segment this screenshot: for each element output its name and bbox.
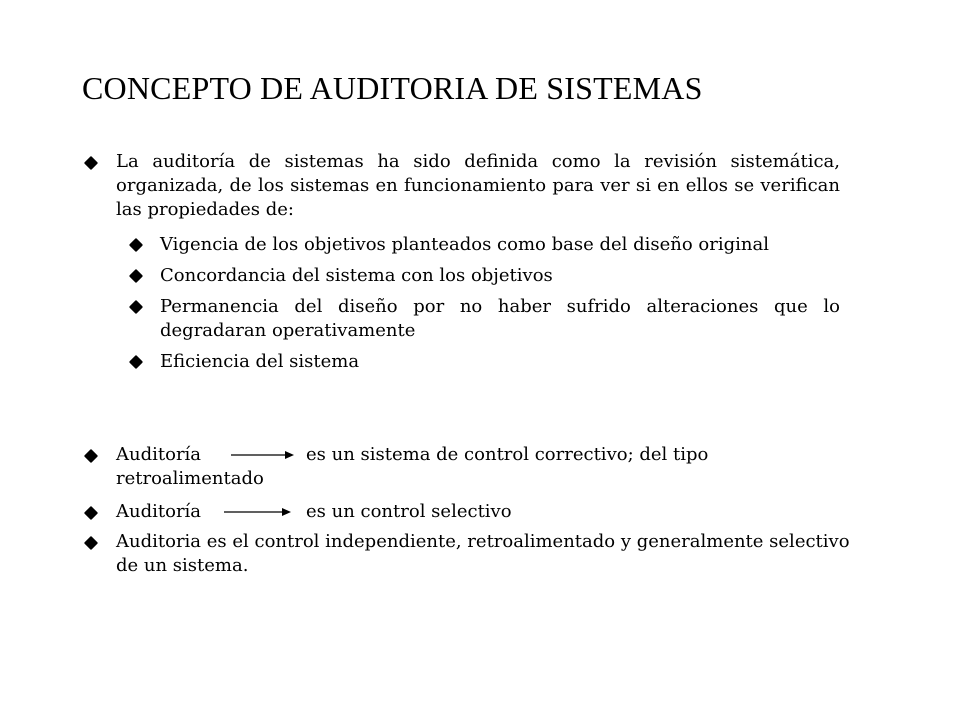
diamond-bullet-icon [129, 269, 143, 283]
right-arrow-icon [224, 506, 292, 518]
diamond-bullet-icon [84, 506, 98, 520]
diamond-bullet-icon [84, 156, 98, 170]
right-arrow-icon [231, 449, 295, 461]
sub-bullet-3-text: Permanencia del diseño por no haber sufrido alteraciones que lo degradaran operativamente [160, 296, 840, 341]
auditoria-2-term: Auditoría [116, 501, 202, 522]
diamond-bullet-icon [129, 238, 143, 252]
diamond-bullet-icon [84, 449, 98, 463]
sub-bullet-2-text: Concordancia del sistema con los objetivos [160, 265, 553, 286]
sub-bullet-1-text: Vigencia de los objetivos planteados como base del diseño original [160, 234, 769, 255]
auditoria-2-definition: es un control selectivo [306, 501, 512, 522]
auditoria-1-term: Auditoría [116, 444, 202, 465]
auditoria-1-definition: es un sistema de control correctivo; del tipo [306, 444, 709, 465]
diamond-bullet-icon [84, 536, 98, 550]
bullet-main-text: La auditoría de sistemas ha sido definida como la revisión sistemática, organizada, de los sistemas en funcionamiento para ver si en ellos se verifican las propiedades de: [116, 151, 840, 220]
sub-bullet-4-text: Eficiencia del sistema [160, 351, 360, 372]
diamond-bullet-icon [129, 300, 143, 314]
diamond-bullet-icon [129, 355, 143, 369]
auditoria-1-continuation: retroalimentado [116, 468, 264, 489]
auditoria-3-text: Auditoria es el control independiente, retroalimentado y generalmente selectivo de un sistema. [116, 531, 850, 576]
slide-title: CONCEPTO DE AUDITORIA DE SISTEMAS [82, 70, 703, 106]
